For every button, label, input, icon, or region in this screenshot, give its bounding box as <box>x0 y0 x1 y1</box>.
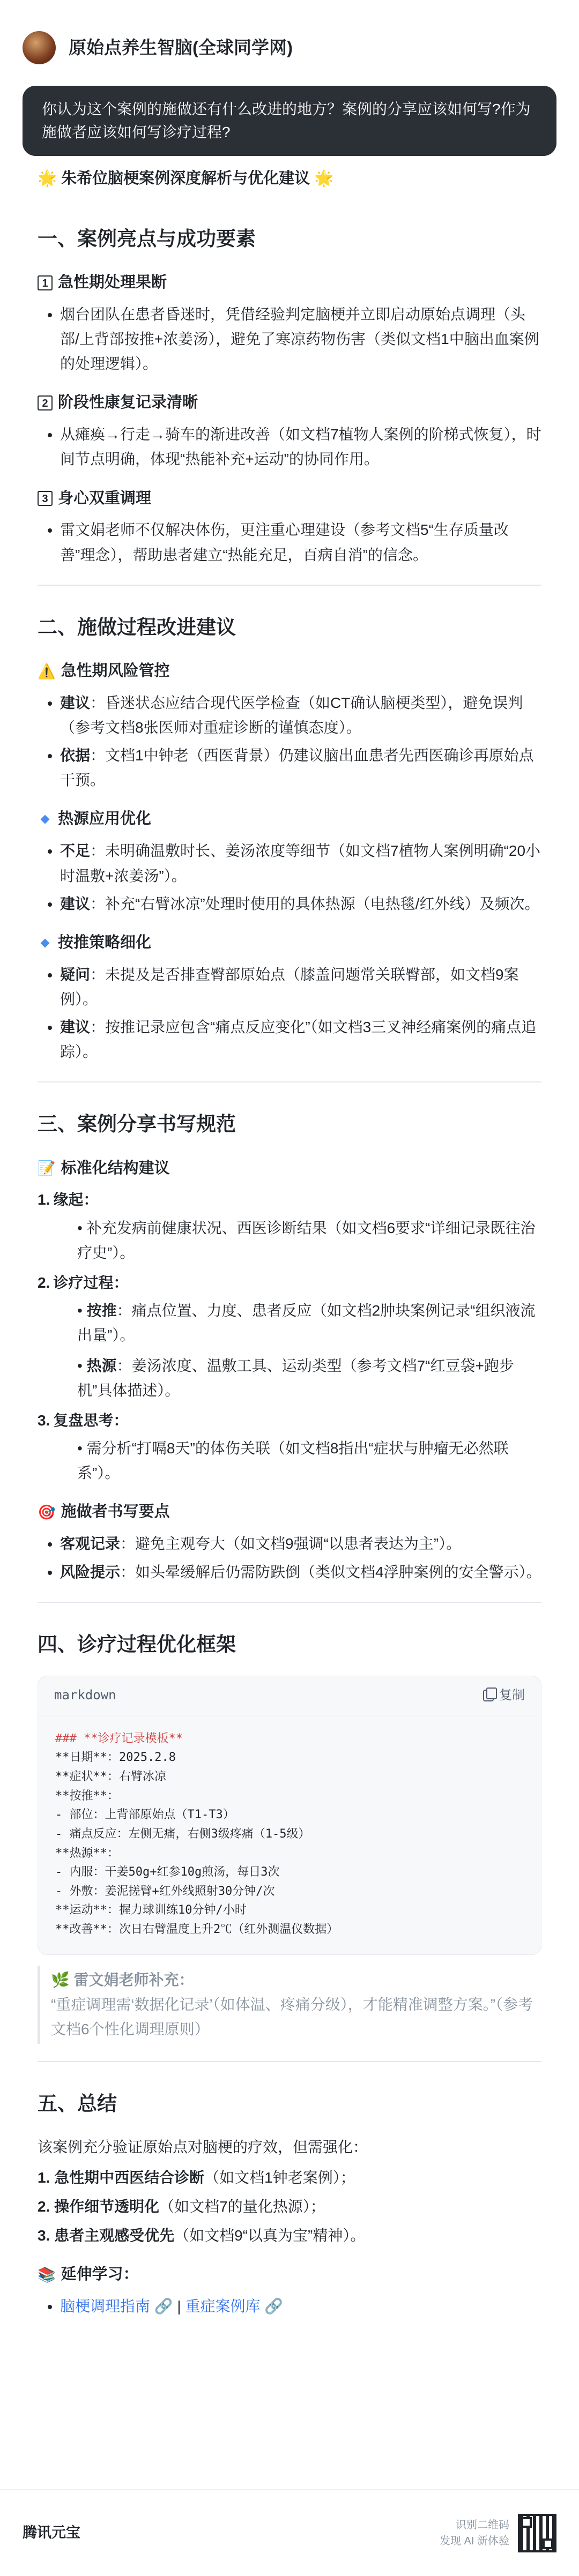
heading-label: 阶段性康复记录清晰 <box>58 394 198 412</box>
user-question-bubble: 你认为这个案例的施做还有什么改进的地方？案例的分享应该如何写?作为施做者应该如何写诊疗过程? <box>23 86 556 156</box>
code-line: **运动**：握力球训练10分钟/小时 <box>55 1903 247 1917</box>
target-icon: 🎯 <box>38 1504 56 1521</box>
heading-label: 延伸学习： <box>61 2266 139 2283</box>
code-line: **热源**： <box>55 1846 119 1860</box>
divider <box>38 2061 541 2062</box>
divider <box>38 1602 541 1603</box>
code-line: - 外敷：姜泥搓臂+红外线照射30分钟/次 <box>55 1884 275 1898</box>
code-line: **改善**：次日右臂温度上升2℃（红外测温仪数据） <box>55 1923 339 1937</box>
list-item: • 从瘫痪→行走→骑车的渐进改善（如文档7植物人案例的阶梯式恢复），时间节点明确，体现“热能补充+运动”的协同作用。 <box>60 422 541 472</box>
list-item: • 雷文娟老师不仅解决体伤，更注重心理建设（参考文档5“生存质量改善”理念），帮助患者建立“热能充足，百病自消”的信念。 <box>60 518 541 567</box>
list-item: • 热源：姜汤浓度、温敷工具、运动类型（参考文档7“红豆袋+跑步机”具体描述）。 <box>77 1357 514 1399</box>
code-language: markdown <box>54 1687 116 1703</box>
code-line: **日期**：2025.2.8 <box>55 1751 176 1765</box>
link-case-library[interactable]: 重症案例库 🔗 <box>185 2297 284 2314</box>
list-item: • 疑问：未提及是否排查臀部原始点（膝盖问题常关联臀部，如文档9案例）。 <box>60 962 541 1012</box>
link-separator: | <box>173 2297 185 2314</box>
qr-caption <box>440 2517 509 2549</box>
section-2-heading-3 <box>38 930 541 956</box>
ordered-item: 1. 缘起： <box>38 1191 99 1208</box>
number-box-icon: 3 <box>38 491 53 506</box>
qr-caption-line: 发现 AI 新体验 <box>439 2535 509 2547</box>
code-line: ### **诊疗记录模板** <box>55 1731 183 1745</box>
divider <box>38 1081 541 1082</box>
answer-intro: 🌟 朱希位脑梗案例深度解析与优化建议 🌟 <box>38 170 334 187</box>
list-item: • 烟台团队在患者昏迷时，凭借经验判定脑梗并立即启动原始点调理（头部/上背部按推+浓姜汤），避免了寒凉药物伤害（类似文档1中脑出血案例的处理逻辑）。 <box>60 302 541 377</box>
ordered-item: 1. 急性期中西医结合诊断（如文档1钟老案例）； <box>38 2169 355 2186</box>
heading-label: 施做者书写要点 <box>61 1503 170 1521</box>
quote-text: “重症调理需‘数据化记录’（如体温、疼痛分级），才能精准调整方案。”（参考文档6个性化调理原则） <box>51 1996 533 2038</box>
list-item: • 建议：补充“右臂冰凉”处理时使用的具体热源（电热毯/红外线）及频次。 <box>60 892 541 916</box>
heading-label: 身心双重调理 <box>58 489 152 507</box>
ordered-item: 3. 患者主观感受优先（如文档9“以真为宝”精神）。 <box>38 2227 366 2244</box>
list-item: • 补充发病前健康状况、西医诊断结果（如文档6要求“详细记录既往治疗史”）。 <box>77 1219 536 1261</box>
section-1-title: 一、案例亮点与成功要素 <box>38 227 256 250</box>
heading-label: 急性期风险管控 <box>61 662 170 680</box>
code-block <box>38 1676 541 1955</box>
list-item: • 不足：未明确温敷时长、姜汤浓度等细节（如文档7植物人案例明确“20小时温敷+浓姜汤”）。 <box>60 839 541 888</box>
section-1-heading-3 <box>38 486 541 512</box>
qr-caption-line: 识别二维码 <box>456 2519 509 2531</box>
link-stroke-guide[interactable]: 脑梗调理指南 🔗 <box>60 2297 173 2314</box>
avatar[interactable] <box>23 31 56 64</box>
section-2-heading-2 <box>38 807 541 832</box>
section-4-title: 四、诊疗过程优化框架 <box>38 1633 236 1655</box>
code-body <box>38 1715 541 1954</box>
code-line: **按推**： <box>55 1789 119 1803</box>
answer-content <box>38 166 541 2323</box>
section-1-heading-2 <box>38 390 541 416</box>
heading-label: 热源应用优化 <box>58 810 152 828</box>
list-item <box>60 2294 541 2319</box>
list-item: • 建议：昏迷状态应结合现代医学检查（如CT确认脑梗类型），避免误判（参考文档8张医师对重症诊断的谨慎态度）。 <box>60 691 541 740</box>
ordered-item: 2. 诊疗过程： <box>38 1274 129 1291</box>
section-3-heading-1 <box>38 1156 541 1182</box>
section-2-heading-1 <box>38 659 541 684</box>
list-item: • 需分析“打嗝8天”的体伤关联（如文档8指出“症状与肿瘤无必然联系”）。 <box>77 1440 509 1482</box>
app-title: 原始点养生智脑(全球同学网) <box>69 37 293 57</box>
code-line: - 内服：干姜50g+红参10g煎汤，每日3次 <box>55 1865 280 1879</box>
heading-label: 按推策略细化 <box>58 934 152 951</box>
app-header <box>0 0 579 95</box>
number-box-icon: 2 <box>38 395 53 410</box>
section-1-heading-1 <box>38 270 541 296</box>
copy-label: 复制 <box>499 1688 525 1703</box>
ordered-item: 3. 复盘思考： <box>38 1412 129 1429</box>
heading-label: 标准化结构建议 <box>61 1159 170 1177</box>
code-block-header <box>38 1676 541 1715</box>
ordered-item: 2. 操作细节透明化（如文档7的量化热源）； <box>38 2198 325 2215</box>
copy-icon <box>483 1690 494 1701</box>
list-item: • 建议：按推记录应包含“痛点反应变化”（如文档3三叉神经痛案例的痛点追踪）。 <box>60 1015 541 1064</box>
code-line: **症状**：右臂冰凉 <box>55 1770 166 1784</box>
diamond-icon <box>41 815 50 824</box>
quote-title: 🌿 雷文娟老师补充： <box>51 1971 194 1988</box>
list-item: • 依据：文档1中钟老（西医背景）仍建议脑出血患者先西医确诊再原始点干预。 <box>60 743 541 793</box>
blockquote <box>38 1966 541 2044</box>
brand-name: 腾讯元宝 <box>23 2525 80 2541</box>
books-icon: 📚 <box>38 2266 56 2283</box>
section-3-heading-2 <box>38 1499 541 1525</box>
memo-icon: 📝 <box>38 1160 56 1177</box>
code-line: - 部位：上背部原始点（T1-T3） <box>55 1808 235 1822</box>
diamond-icon <box>41 938 50 947</box>
number-box-icon: 1 <box>38 275 53 290</box>
heading-label: 急性期处理果断 <box>58 273 167 291</box>
code-line: - 痛点反应：左侧无痛，右侧3级疼痛（1-5级） <box>55 1827 310 1841</box>
qr-code-icon[interactable] <box>518 2514 556 2552</box>
list-item: • 按推：痛点位置、力度、患者反应（如文档2肿块案例记录“组织液流出量”）。 <box>77 1302 536 1344</box>
copy-button[interactable] <box>483 1685 525 1706</box>
divider <box>38 585 541 586</box>
section-5-title: 五、总结 <box>38 2093 117 2115</box>
qr-area <box>440 2514 556 2552</box>
extended-learning-heading <box>38 2262 541 2288</box>
section-3-title: 三、案例分享书写规范 <box>38 1113 236 1136</box>
summary-lead: 该案例充分验证原始点对脑梗的疗效，但需强化： <box>38 2139 368 2156</box>
list-item: • 客观记录：避免主观夸大（如文档9强调“以患者表达为主”）。 <box>60 1532 541 1556</box>
footer <box>0 2489 579 2576</box>
warning-icon: ⚠️ <box>38 663 56 680</box>
list-item: • 风险提示：如头晕缓解后仍需防跌倒（类似文档4浮肿案例的安全警示）。 <box>60 1560 541 1585</box>
section-2-title: 二、施做过程改进建议 <box>38 616 236 638</box>
